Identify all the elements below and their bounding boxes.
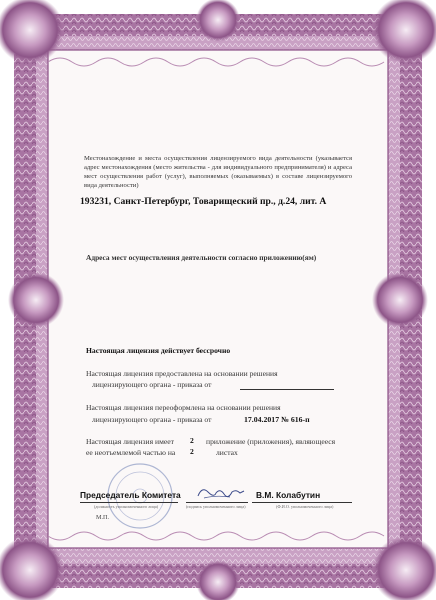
annex-count1: 2 [190,436,194,445]
location-heading: Местонахождение и места осуществления лицензируемого вида деятельности (указывается адрес местонахождения (место жительства - для индивидуального предпринимателя) и адреса мест осуществления работ (услуг), выполняемых (оказываемых) в составе лицензируемого вида деятельности) [84,155,352,189]
annex-line1b: приложение (приложения), являющееся [206,437,336,446]
address-text: 193231, Санкт-Петербург, Товарищеский пр., д.24, лит. А [80,196,327,207]
reissue-line1: Настоящая лицензия переоформлена на основании решения [86,403,281,412]
annex-line1a: Настоящая лицензия имеет [86,437,174,446]
annex-count2: 2 [190,447,194,456]
name-underline [252,502,352,503]
grounds-line1: Настоящая лицензия предоставлена на основании решения [86,369,278,378]
grounds-line2: лицензирующего органа - приказа от [92,380,212,389]
reissue-date-number: 17.04.2017 № 616-п [244,415,310,424]
signer-name: В.М. Колабутин [256,490,321,500]
activity-places-text: Адреса мест осуществления деятельности согласно приложению(ям) [86,253,317,262]
caption-name: (Ф.И.О. уполномоченного лица) [276,504,334,509]
handwritten-signature [196,484,246,502]
caption-sign: (подпись уполномоченного лица) [186,504,246,509]
signer-position: Председатель Комитета [80,490,181,500]
position-underline [80,502,178,503]
caption-position: (должность уполномоченного лица) [94,504,159,509]
reissue-line2: лицензирующего органа - приказа от [92,415,212,424]
annex-line2a: ее неотъемлемой частью на [86,448,176,457]
stamp-place: М.П. [96,514,110,521]
validity-text: Настоящая лицензия действует бессрочно [86,346,231,355]
grounds-underline [240,389,334,390]
annex-line2b: листах [216,448,238,457]
signature-underline [186,502,248,503]
